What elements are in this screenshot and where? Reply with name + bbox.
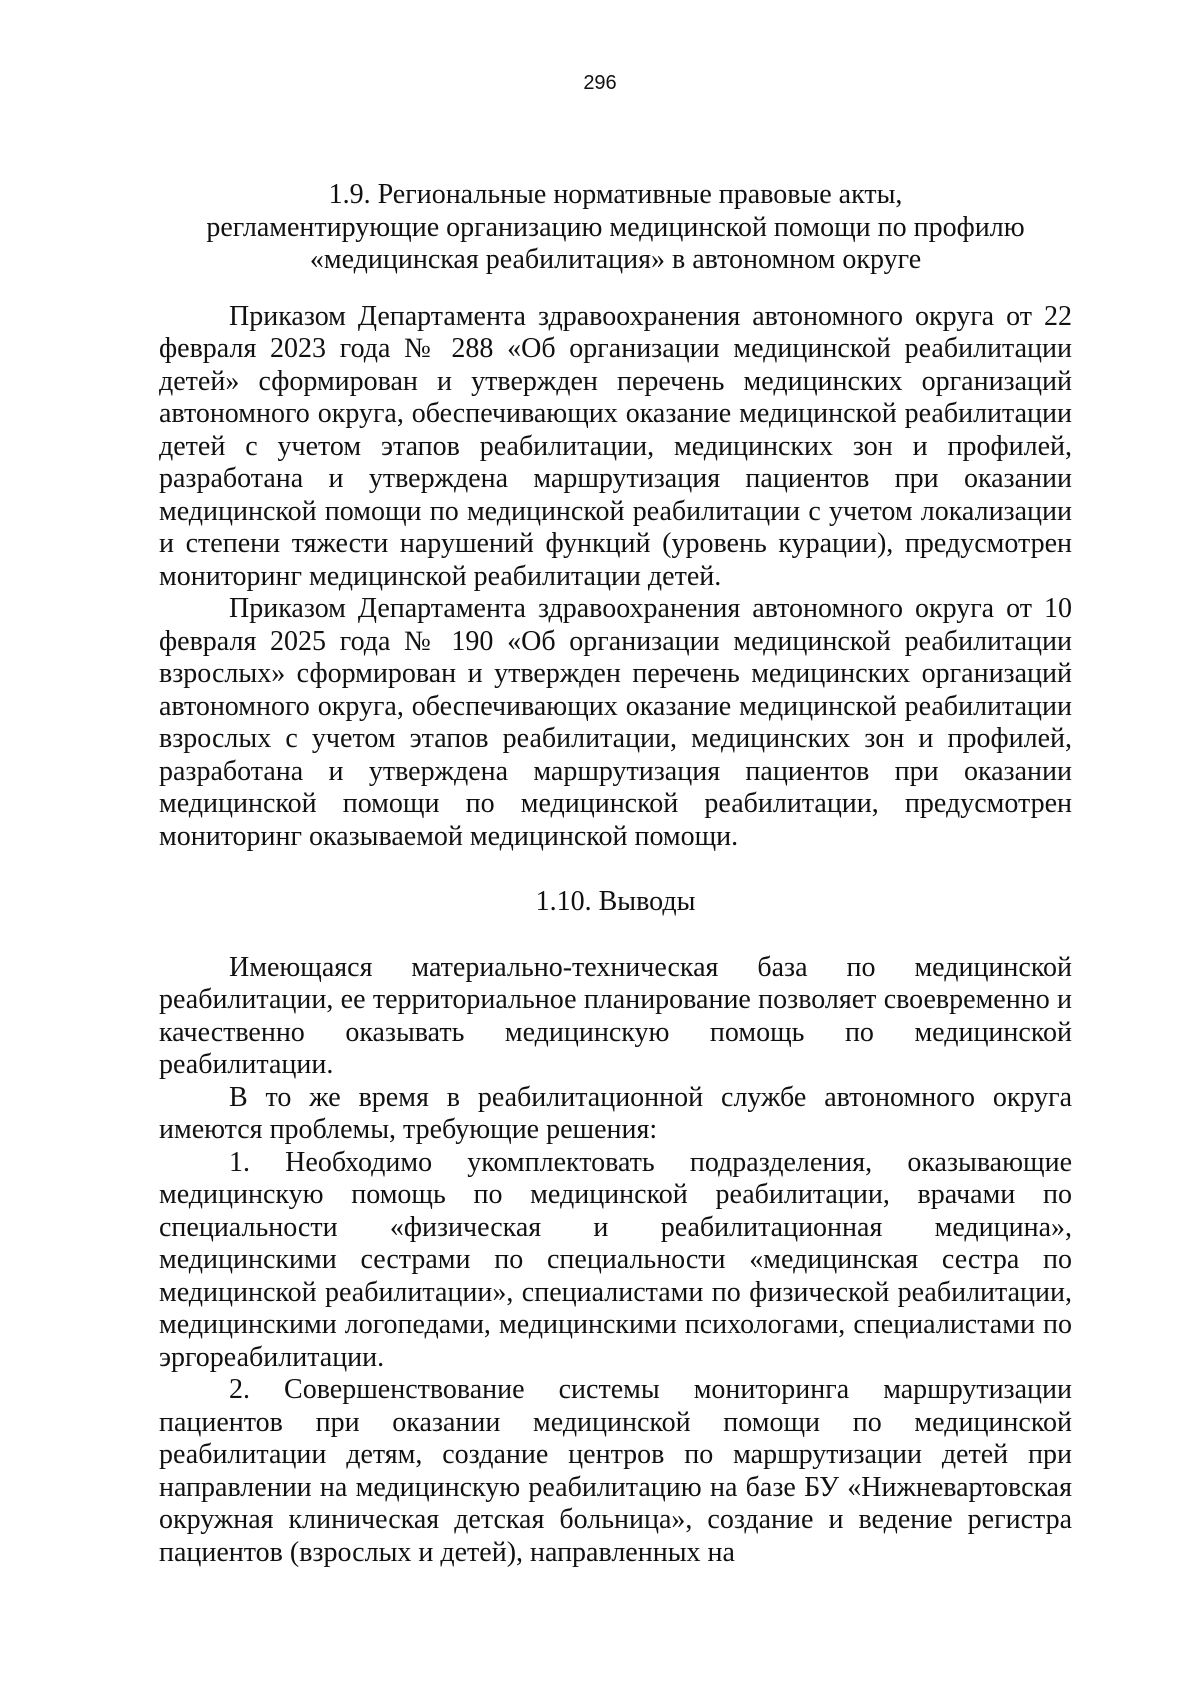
section-1-9-title-line: 1.9. Региональные нормативные правовые акты, [328, 179, 903, 210]
section-1-9-title [159, 179, 1072, 277]
page-number: 296 [583, 72, 617, 94]
list-item-monitoring: 2. Совершенствование системы мониторинга маршрутизации пациентов при оказании медицинской помощи по медицинской реабилитации детям, создание центров по маршрутизации детей при направлении на медицинскую реабилитацию на базе БУ «Нижневартовская окружная клиническая детская больница», создание и ведение регистра пациентов (взрослых и детей), направленных на [159, 1374, 1072, 1568]
section-1-9-title-line: регламентирующие организацию медицинской помощи по профилю [206, 211, 1025, 243]
paragraph-base-summary: Имеющаяся материально-техническая база по медицинской реабилитации, ее территориальное планирование позволяет своевременно и качественно оказывать медицинскую помощь по медицинской реабилитации. [159, 951, 1072, 1080]
paragraph-adults-order: Приказом Департамента здравоохранения автономного округа от 10 февраля 2025 года № 190 «Об организации медицинской реабилитации взрослых» сформирован и утвержден перечень медицинских организаций автономного округа, обеспечивающих оказание медицинской реабилитации взрослых с учетом этапов реабилитации, медицинских зон и профилей, разработана и утверждена маршрутизация пациентов при оказании медицинской помощи по медицинской реабилитации, предусмотрен мониторинг оказываемой медицинской помощи. [159, 593, 1072, 852]
list-item-staffing: 1. Необходимо укомплектовать подразделения, оказывающие медицинскую помощь по медицинской реабилитации, врачами по специальности «физическая и реабилитационная медицина», медицинскими сестрами по специальности «медицинская сестра по медицинской реабилитации», специалистами по физической реабилитации, медицинскими логопедами, медицинскими психологами, специалистами по эргореабилитации. [159, 1146, 1072, 1373]
section-1-9 [159, 179, 1072, 277]
paragraph-children-order: Приказом Департамента здравоохранения автономного округа от 22 февраля 2023 года № 288 «Об организации медицинской реабилитации детей» сформирован и утвержден перечень медицинских организаций автономного округа, обеспечивающих оказание медицинской реабилитации детей с учетом этапов реабилитации, медицинских зон и профилей, разработана и утверждена маршрутизация пациентов при оказании медицинской помощи по медицинской реабилитации с учетом локализации и степени тяжести нарушений функций (уровень курации), предусмотрен мониторинг медицинской реабилитации детей. [159, 300, 1072, 592]
paragraph-problems-intro: В то же время в реабилитационной службе автономного округа имеются проблемы, требующие решения: [159, 1081, 1072, 1145]
section-1-10-title: 1.10. Выводы [535, 886, 696, 917]
page-content [159, 179, 1072, 1569]
section-1-9-title-line: «медицинская реабилитация» в автономном округе [309, 244, 922, 275]
